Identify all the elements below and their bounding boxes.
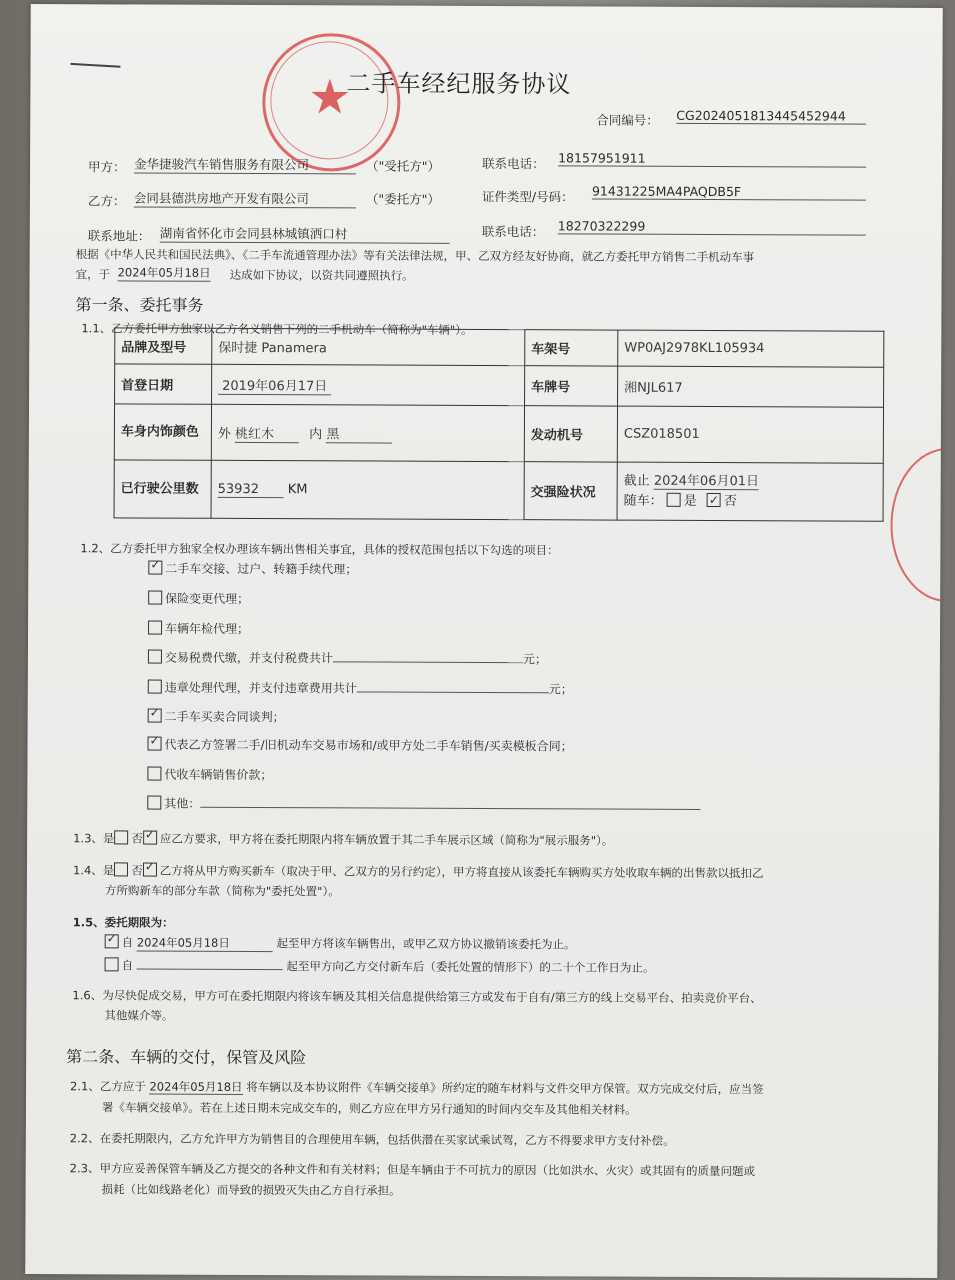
vehicle-table <box>114 327 885 521</box>
ins-until-date: 2024年06月01日 <box>653 473 760 489</box>
seam-seal <box>890 448 943 602</box>
option-checkbox[interactable] <box>148 650 162 664</box>
engine-value: CSZ018501 <box>617 406 883 463</box>
vin-label: 车架号 <box>525 330 618 366</box>
party-b-id-label: 证件类型/号码： <box>481 188 574 205</box>
ext-prefix: 外 <box>217 426 231 442</box>
option-checkbox[interactable] <box>148 621 162 635</box>
option-label: 其他： <box>164 796 201 811</box>
color-label: 车身内饰颜色 <box>114 404 211 460</box>
ins-yes-checkbox[interactable] <box>667 492 681 506</box>
option-checkbox[interactable] <box>148 591 162 605</box>
clause-1-4-number: 1.4、 <box>72 863 103 878</box>
option-label: 保险变更代理； <box>165 591 250 606</box>
party-b-role: （"委托方"） <box>365 191 440 207</box>
option-checkbox[interactable] <box>147 796 161 810</box>
option-checkbox[interactable] <box>148 737 162 751</box>
clause-1-3-yes-checkbox[interactable] <box>114 830 128 844</box>
int-color: 黑 <box>326 423 392 443</box>
color-cell <box>211 404 524 461</box>
option-label: 违章处理代理，并支付违章费用共计 <box>164 680 357 696</box>
preamble-line-1: 根据《中华人民共和国民法典》、《二手车流通管理办法》等有关法律法规，甲、乙双方经友好协商，就乙方委托甲方销售二手机动车事 <box>75 247 755 265</box>
option-blank <box>357 679 549 693</box>
option-label: 代表乙方签署二手/旧机动车交易市场和/或甲方处二手车销售/买卖模板合同； <box>164 737 573 754</box>
option-label: 代收车辆销售价款； <box>164 767 273 783</box>
clause-1-5-a-text: 起至甲方将该车辆售出，或甲乙双方协议撤销该委托为止。 <box>276 936 576 952</box>
clause-1-5-b-checkbox[interactable] <box>105 957 119 971</box>
table-row <box>115 328 884 367</box>
section-1-title: 第一条、委托事务 <box>75 295 204 315</box>
clause-2-3-line-2: 损耗（比如线路老化）而导致的损毁灭失由乙方自行承担。 <box>101 1182 401 1198</box>
clause-1-3-yes: 是 <box>102 831 115 846</box>
contract-sheet <box>25 4 943 1278</box>
seal-star-icon: ★ <box>308 69 352 126</box>
mileage-value: 53932 <box>218 481 284 497</box>
table-row <box>115 364 884 407</box>
ins-no-label: 否 <box>723 493 737 509</box>
reg-date-value: 2019年06月17日 <box>218 379 331 395</box>
option-label: 二手车买卖合同谈判； <box>164 709 285 725</box>
party-a-phone-label: 联系电话： <box>482 155 545 172</box>
clause-1-5-b-text: 起至甲方向乙方交付新车后（委托处置的情形下）的二十个工作日为止。 <box>286 959 655 975</box>
option-blank <box>333 649 523 663</box>
clause-1-2: 1.2、乙方委托甲方独家全权办理该车辆出售相关事宜，具体的授权范围包括以下勾选的项目： <box>80 541 559 558</box>
party-a-name: 金华捷骏汽车销售服务有限公司 <box>134 154 356 174</box>
clause-2-1-date: 2024年05月18日 <box>149 1079 243 1094</box>
clause-1-5-b-blank <box>137 956 283 970</box>
clause-1-3-text: 应乙方要求，甲方将在委托期限内将车辆放置于其二手车展示区域（简称为"展示服务"）。 <box>159 831 614 848</box>
option-3 <box>148 620 249 637</box>
mileage-label: 已行驶公里数 <box>114 460 211 518</box>
contract-no: CG2024051813445452944 <box>676 108 866 125</box>
clause-2-1-start: 2.1、乙方应于 <box>70 1079 146 1094</box>
party-a-role: （"受托方"） <box>366 158 441 174</box>
option-checkbox[interactable] <box>148 709 162 723</box>
preamble-date: 2024年05月18日 <box>117 265 211 280</box>
mileage-unit: KM <box>287 481 308 497</box>
ext-color: 桃红木 <box>235 422 299 442</box>
option-suffix: 元； <box>522 652 547 667</box>
party-b-address: 湖南省怀化市会同县林城镇洒口村 <box>160 224 450 244</box>
ins-no-checkbox[interactable] <box>707 492 721 506</box>
clause-2-1-line-2: 署《车辆交接单》。若在上述日期未完成交车的，则乙方应在甲方另行通知的时间内交车及其他相关材料。 <box>101 1100 637 1117</box>
engine-label: 发动机号 <box>524 406 617 462</box>
insurance-cell <box>617 462 883 521</box>
ins-with-car-label: 随车： <box>623 493 663 509</box>
reg-date-cell <box>212 364 525 405</box>
party-b-phone: 18270322299 <box>558 218 866 235</box>
option-4 <box>148 649 547 668</box>
option-5 <box>148 679 573 698</box>
preamble-line-2-end: 达成如下协议，以资共同遵照执行。 <box>229 267 414 283</box>
clause-1-4-yes: 是 <box>102 863 115 878</box>
clause-1-5-a-checkbox[interactable] <box>105 934 119 948</box>
clause-1-4-no-checkbox[interactable] <box>143 863 157 877</box>
clause-1-4-line-2: 方所购新车的部分车款（简称为"委托处置"）。 <box>104 883 340 899</box>
option-blank <box>200 795 700 810</box>
option-checkbox[interactable] <box>147 767 161 781</box>
section-2-title: 第二条、车辆的交付，保管及风险 <box>66 1047 307 1068</box>
party-a-label: 甲方： <box>88 159 126 175</box>
clause-1-1: 1.1、乙方委托甲方独家以乙方名义销售下列的二手机动车（简称为"车辆"）。 <box>81 321 473 337</box>
preamble-line-2-start: 宜，于 <box>75 267 111 282</box>
option-checkbox[interactable] <box>148 680 162 694</box>
party-b-id: 91431225MA4PAQDB5F <box>592 183 866 200</box>
clause-2-1-text: 将车辆以及本协议附件《车辆交接单》所约定的随车材料与文件交甲方保管。双方完成交付后，应当签 <box>246 1079 764 1097</box>
option-7 <box>148 736 573 755</box>
option-8 <box>147 766 272 784</box>
option-checkbox[interactable] <box>148 561 162 575</box>
ins-yes-label: 是 <box>683 493 697 509</box>
brand-value: 保时捷 Panamera <box>212 328 525 365</box>
mileage-cell <box>211 460 524 519</box>
clause-2-2: 2.2、在委托期限内，乙方允许甲方为销售目的合理使用车辆，包括供潜在买家试乘试驾，乙方不得要求甲方支付补偿。 <box>69 1131 675 1148</box>
option-2 <box>148 590 249 607</box>
clause-1-5-title: 1.5、委托期限为： <box>72 915 174 930</box>
ins-until-label: 截止 <box>623 473 650 489</box>
clause-1-5-a <box>105 934 576 953</box>
vin-value: WP0AJ2978KL105934 <box>618 330 884 367</box>
clause-1-5-b-prefix: 自 <box>121 958 134 973</box>
clause-1-4-text: 乙方将从甲方购买新车（取决于甲、乙双方的另行约定），甲方将直接从该委托车辆购买方处收取车辆的出售款以抵扣乙 <box>159 863 764 881</box>
brand-label: 品牌及型号 <box>115 328 212 364</box>
address-label: 联系地址： <box>87 228 151 244</box>
clause-2-1 <box>70 1078 764 1097</box>
party-b-label: 乙方： <box>87 193 126 209</box>
option-9 <box>147 795 700 814</box>
insurance-label: 交强险状况 <box>524 462 617 520</box>
clause-1-6-line-2: 其他媒介等。 <box>104 1008 174 1023</box>
document-title: 二手车经纪服务协议 <box>346 69 572 99</box>
option-label: 车辆年检代理； <box>165 621 250 636</box>
int-prefix: 内 <box>309 426 323 442</box>
clause-1-4-yes-checkbox[interactable] <box>114 862 128 876</box>
plate-value: 湘NJL617 <box>618 366 884 407</box>
party-b-phone-label: 联系电话： <box>481 223 545 240</box>
party-b-name: 会同县德洪房地产开发有限公司 <box>134 188 356 208</box>
party-a-phone: 18157951911 <box>558 150 866 167</box>
clause-1-3-no-checkbox[interactable] <box>143 831 157 845</box>
clause-1-5-a-prefix: 自 <box>121 935 134 950</box>
clause-1-3-number: 1.3、 <box>73 831 103 846</box>
clause-1-6-line-1: 1.6、为尽快促成交易，甲方可在委托期限内将该车辆及其相关信息提供给第三方或发布于自有/第三方的线上交易平台、拍卖竞价平台、 <box>72 988 762 1006</box>
clause-1-4 <box>73 862 764 881</box>
pen-mark <box>70 63 120 68</box>
clause-1-4-no: 否 <box>131 863 143 878</box>
option-6 <box>148 708 285 726</box>
option-1 <box>148 560 357 578</box>
clause-1-5-b <box>105 956 655 975</box>
reg-date-label: 首登日期 <box>115 364 212 404</box>
option-label: 二手车交接、过户、转籍手续代理； <box>165 561 358 577</box>
clause-1-3-no: 否 <box>131 831 143 846</box>
contract-no-label: 合同编号： <box>596 112 659 128</box>
option-label: 交易税费代缴，并支付税费共计 <box>164 650 333 666</box>
table-row <box>114 460 883 521</box>
clause-1-3 <box>73 830 613 848</box>
clause-1-5-a-date: 2024年05月18日 <box>137 934 273 952</box>
option-suffix: 元； <box>548 682 573 697</box>
plate-label: 车牌号 <box>525 366 618 406</box>
table-row <box>114 404 883 463</box>
clause-2-3-line-1: 2.3、甲方应妥善保管车辆及乙方提交的各种文件和有关材料；但是车辆由于不可抗力的原因（比如洪水、火灾）或其固有的质量问题或 <box>69 1161 756 1179</box>
